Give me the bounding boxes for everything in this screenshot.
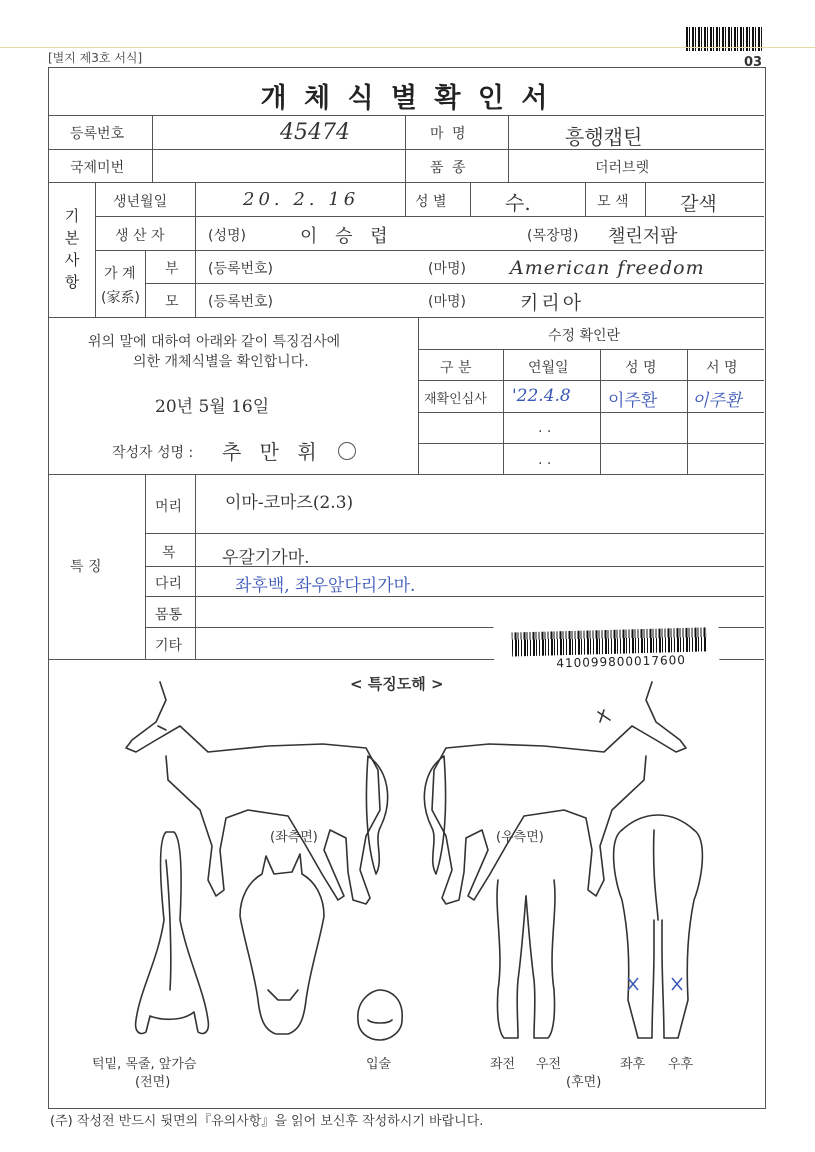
feature-label-head: 머리 [155,499,183,515]
rule [48,474,764,475]
breeder-name-prefix: (성명) [208,228,246,244]
revision-title: 수정 확인란 [548,328,621,344]
breeder-label: 생 산 자 [115,228,165,244]
breed-value: 더러브렛 [595,160,650,176]
rule [195,474,196,659]
form-tag: [별지 제3호 서식] [48,51,143,65]
reg-number-label: 등록번호 [70,126,125,142]
horse-front-head [240,854,324,1034]
front-left-caption: 좌전 [490,1057,516,1072]
rule [418,443,764,444]
lineage-hanja: (家系) [101,290,140,306]
muzzle-caption: 입술 [366,1057,392,1072]
revision-row1-sign: 이주환 [692,391,742,411]
horse-right-side [424,682,686,904]
dam-name-prefix: (마명) [428,294,466,310]
rear-leg-marks [628,978,682,990]
document-title: 개 체 식 별 확 인 서 [260,83,552,114]
feature-label-body: 몸통 [155,607,183,623]
diagram-title: < 특징도해 > [350,675,444,693]
left-side-label: (좌측면) [270,830,318,845]
rule [95,182,96,317]
horse-rear-view [614,815,703,1038]
rule [585,182,586,216]
sex-value: 수. [505,191,531,215]
dam-name-value: 키리아 [520,292,585,314]
rule [48,182,764,183]
rule [418,412,764,413]
feature-label-neck: 목 [162,545,176,561]
front-caption: 턱밑, 목줄, 앞가슴 [92,1057,197,1072]
revision-row1-name: 이주환 [608,391,658,411]
revision-row1-type: 재확인심사 [424,392,487,407]
rule [503,349,504,474]
feature-value-neck: 우갈기가마. [222,548,310,568]
rule [418,349,764,350]
horse-name-label: 마 명 [430,126,468,142]
basic-label-char: 기 [64,207,80,225]
sire-label: 부 [165,261,179,277]
farm-prefix: (목장명) [527,228,579,244]
rule [145,596,764,597]
rule [145,283,764,284]
rule [418,317,419,474]
revision-header-date: 연월일 [528,360,569,376]
rear-sub-caption: (후면) [566,1075,602,1090]
revision-row1-date: '22.4.8 [512,386,571,406]
horse-front-neck [136,832,209,1034]
basic-section-label [62,205,82,293]
rule [687,349,688,474]
sire-name-prefix: (마명) [428,261,466,277]
basic-label-char: 본 [64,229,80,247]
top-rule [0,47,815,48]
breed-label: 품 종 [430,160,468,176]
rule [195,182,196,317]
horse-muzzle [358,990,402,1040]
horse-name-value: 흥행캡틴 [565,125,643,149]
revision-header-sign: 서 명 [706,360,738,376]
revision-row3-date: . . [538,452,552,468]
footer-note: (주) 작성전 반드시 뒷면의『유의사항』을 읽어 보신후 작성하시기 바랍니다. [50,1114,484,1129]
page-number: 03 [744,55,763,70]
rule [470,182,471,216]
rule [145,474,146,659]
sire-name-value: American freedom [510,257,705,279]
dam-label: 모 [165,294,179,310]
color-value: 갈색 [680,193,717,215]
rear-right-caption: 우후 [668,1057,694,1072]
rule [48,115,764,116]
rule [48,317,764,318]
feature-value-head: 이마-코마즈(2.3) [225,493,354,513]
lineage-label: 가 계 [104,266,136,282]
rule [405,115,406,182]
rule [152,115,153,182]
birth-date-label: 생년월일 [113,194,168,210]
rule [405,182,406,216]
sire-reg-prefix: (등록번호) [208,261,274,277]
feature-label-legs: 다리 [155,576,183,592]
rear-left-caption: 좌후 [620,1057,646,1072]
confirm-date: 20년 5월 16일 [155,397,270,417]
rule [418,380,764,381]
reg-number-value: 45474 [280,120,350,145]
breeder-name-value: 이 승 렵 [300,226,394,247]
feature-label-other: 기타 [155,638,183,654]
dam-reg-prefix: (등록번호) [208,294,274,310]
sex-label: 성 별 [415,194,447,210]
basic-label-char: 항 [64,273,80,291]
writer-value: 추 만 휘 [222,440,323,464]
front-sub-caption: (전면) [135,1075,171,1090]
revision-header-name: 성 명 [625,360,657,376]
barcode-number: 410099800017600 [556,652,687,671]
horse-front-legs [497,880,555,1038]
horse-diagrams [48,660,764,1090]
confirm-text-2: 의한 개체식별을 확인합니다. [133,354,309,370]
feature-value-legs: 좌후백, 좌우앞다리가마. [235,576,416,596]
front-right-caption: 우전 [536,1057,562,1072]
rule [645,182,646,216]
barcode-bars [512,627,708,656]
intl-number-label: 국제미번 [70,160,125,176]
revision-row2-date: . . [538,420,552,436]
revision-header-type: 구 분 [440,360,472,376]
features-section-label: 특 징 [70,559,102,575]
farm-value: 챌린저팜 [608,226,678,247]
rule [600,349,601,474]
birth-date-value: 20. 2. 16 [243,189,360,210]
horse-left-side [126,682,388,904]
rule [508,115,509,182]
confirm-text-1: 위의 말에 대하여 아래와 같이 특징검사에 [88,334,341,350]
basic-label-char: 사 [64,251,80,269]
rule [145,250,146,317]
rule [145,533,764,534]
writer-label: 작성자 성명 : [112,445,194,461]
right-side-label: (우측면) [496,830,544,845]
writer-seal [338,442,356,460]
rule [48,149,764,150]
color-label: 모 색 [597,194,629,210]
